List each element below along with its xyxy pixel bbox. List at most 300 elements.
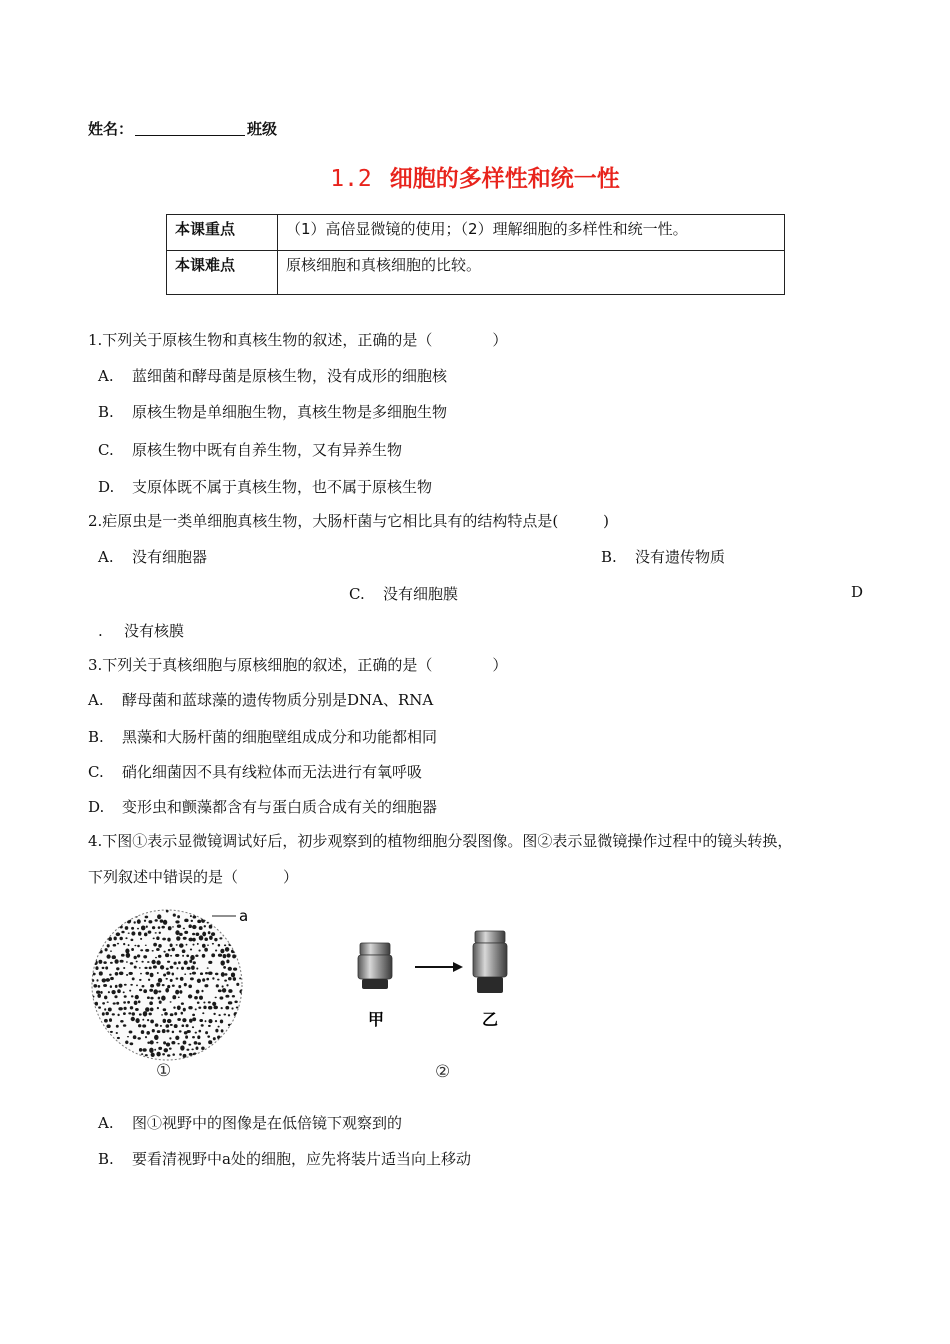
cell-dot xyxy=(184,983,187,986)
cell-dot xyxy=(158,1047,162,1050)
cell-dot xyxy=(107,944,110,947)
cell-dot xyxy=(93,996,95,998)
cell-dot xyxy=(186,1024,189,1027)
cell-dot xyxy=(180,977,184,981)
cell-dot xyxy=(139,989,142,991)
cell-dot xyxy=(165,1024,169,1028)
cell-dot xyxy=(108,991,110,993)
cell-dot xyxy=(196,1046,199,1049)
cell-dot xyxy=(212,1002,216,1006)
cell-dot xyxy=(239,989,243,993)
cell-dot xyxy=(134,1001,138,1005)
cell-dot xyxy=(151,960,155,964)
cell-dot xyxy=(155,957,157,958)
q2-option-b[interactable]: B. 没有遗传物质 xyxy=(601,548,726,566)
cell-dot xyxy=(102,978,107,982)
cell-dot xyxy=(137,954,140,957)
cell-dot xyxy=(148,1012,151,1015)
cell-dot xyxy=(149,1048,154,1053)
cell-dot xyxy=(226,959,229,963)
cell-dot xyxy=(148,930,152,933)
cell-dot xyxy=(178,985,181,988)
cell-dot xyxy=(231,1007,233,1009)
cell-dot xyxy=(167,938,170,942)
cell-dot xyxy=(177,1043,179,1045)
cell-dot xyxy=(205,972,208,974)
cell-dot xyxy=(197,1001,200,1003)
cell-dot xyxy=(217,1036,221,1040)
cell-dot xyxy=(126,953,130,958)
cell-dot xyxy=(184,919,188,923)
cell-dot xyxy=(117,989,121,993)
cell-dot xyxy=(158,944,162,948)
cell-dot xyxy=(192,933,195,936)
cell-dot xyxy=(128,932,130,933)
cell-dot xyxy=(131,995,134,997)
cell-dot xyxy=(190,915,192,917)
cell-dot xyxy=(181,967,184,970)
cell-dot xyxy=(194,996,198,999)
q1-option-d[interactable]: D. 支原体既不属于真核生物，也不属于原核生物 xyxy=(98,478,433,496)
microscope-field-figure xyxy=(86,900,276,1090)
cell-dot xyxy=(190,977,194,980)
cell-dot xyxy=(154,1035,159,1040)
cell-dot xyxy=(173,913,176,916)
cell-dot xyxy=(207,1035,210,1037)
cell-dot xyxy=(226,984,228,986)
cell-dot xyxy=(153,965,157,968)
cell-dot xyxy=(208,1019,212,1023)
cell-dot xyxy=(120,960,124,963)
cell-dot xyxy=(172,926,174,927)
cell-dot xyxy=(104,1008,106,1010)
cell-dot xyxy=(220,949,224,954)
cell-dot xyxy=(171,1041,175,1044)
cell-dot xyxy=(110,977,114,980)
cell-dot xyxy=(109,1018,112,1022)
cell-dot xyxy=(136,961,138,963)
cell-dot xyxy=(137,945,140,947)
cell-dot xyxy=(156,960,160,965)
cell-dot xyxy=(126,961,128,963)
cell-dot xyxy=(139,1013,142,1015)
cell-dot xyxy=(108,1008,112,1012)
cell-dot xyxy=(207,967,209,968)
cell-dot xyxy=(105,1012,108,1016)
class-label: 班级 xyxy=(247,120,278,138)
cell-dot xyxy=(166,1042,170,1046)
table-row xyxy=(167,215,785,251)
cell-dot xyxy=(132,1012,135,1015)
cell-dot xyxy=(118,1007,123,1010)
cell-dot xyxy=(228,1001,233,1004)
cell-dot xyxy=(199,1019,203,1022)
cell-dot xyxy=(161,996,166,1001)
cell-dot xyxy=(163,973,166,976)
cell-dot xyxy=(129,972,133,975)
cell-dot xyxy=(116,1025,119,1028)
cell-dot xyxy=(218,1026,220,1028)
cell-dot xyxy=(157,1007,159,1009)
cell-dot xyxy=(130,939,133,942)
cell-dot xyxy=(127,1036,129,1037)
cell-dot xyxy=(147,996,150,999)
cell-dot xyxy=(189,1019,192,1023)
cell-dot xyxy=(149,1001,153,1005)
cell-dot xyxy=(208,1040,212,1044)
lens-label-jia: 甲 xyxy=(368,1010,385,1029)
cell-dot xyxy=(196,968,198,970)
q3-option-a[interactable]: A. 酵母菌和蓝球藻的遗传物质分别是DNA、RNA xyxy=(88,691,434,709)
cell-dot xyxy=(193,944,195,946)
cell-dot xyxy=(153,938,155,940)
cell-dot xyxy=(187,967,191,970)
cell-dot xyxy=(160,1025,162,1027)
cell-dot xyxy=(142,1024,146,1027)
cell-dot xyxy=(213,1006,218,1010)
cell-dot xyxy=(215,997,217,999)
cell-dot xyxy=(157,1030,161,1033)
cell-dot xyxy=(162,1053,165,1055)
cell-dot xyxy=(123,1001,126,1003)
cell-dot xyxy=(106,978,111,982)
cell-dot xyxy=(198,1042,201,1045)
cell-dot xyxy=(213,1037,216,1040)
cell-dot xyxy=(183,1008,186,1012)
cell-dot xyxy=(225,973,228,976)
cell-dot xyxy=(185,1035,188,1038)
cell-dot xyxy=(98,1006,101,1008)
cell-dot xyxy=(166,978,168,980)
cell-dot xyxy=(103,961,106,964)
cell-dot xyxy=(120,1020,124,1023)
cell-dot xyxy=(189,1053,193,1056)
cell-dot xyxy=(145,945,147,946)
q1-option-b[interactable]: B. 原核生物是单细胞生物，真核生物是多细胞生物 xyxy=(98,403,448,421)
cell-dot xyxy=(153,943,157,947)
cell-dot xyxy=(201,1046,205,1050)
q2-option-c[interactable]: C. 没有细胞膜 xyxy=(349,585,459,603)
cell-dot xyxy=(163,920,167,925)
cell-dot xyxy=(191,966,195,970)
cell-dot xyxy=(141,1030,144,1034)
cell-dot xyxy=(227,953,231,957)
cell-dot xyxy=(179,933,183,936)
cell-dot xyxy=(114,936,117,940)
cell-dot xyxy=(170,955,172,957)
cell-dot xyxy=(236,1006,239,1008)
cell-dot xyxy=(177,1006,181,1011)
cell-dot xyxy=(167,985,170,989)
cell-dot xyxy=(171,948,175,952)
cell-dot xyxy=(175,920,179,923)
cell-dot xyxy=(149,967,152,970)
cell-dot xyxy=(174,1024,178,1028)
cell-dot xyxy=(208,971,213,974)
cell-dot xyxy=(130,1042,134,1045)
cell-dot xyxy=(218,954,222,957)
cell-dot xyxy=(97,994,101,998)
cell-dot xyxy=(170,979,173,982)
cell-dot xyxy=(209,925,213,929)
cell-dot xyxy=(187,1030,191,1033)
cell-dot xyxy=(225,947,229,952)
name-label: 姓名： xyxy=(88,120,134,138)
cell-dot xyxy=(233,977,236,981)
cell-dot xyxy=(140,973,142,975)
cell-dot xyxy=(129,990,131,992)
cell-dot xyxy=(192,1026,194,1028)
cell-dot xyxy=(150,973,154,977)
cell-dot xyxy=(140,949,143,951)
cell-dot xyxy=(157,914,161,919)
cell-dot xyxy=(211,953,215,957)
cell-dot xyxy=(192,925,196,929)
cell-dot xyxy=(161,926,164,929)
cell-dot xyxy=(218,1014,220,1016)
cell-dot xyxy=(177,967,179,969)
cell-dot xyxy=(233,967,237,970)
cell-dot xyxy=(147,1019,149,1021)
cell-dot xyxy=(186,1049,189,1051)
cell-dot xyxy=(128,1012,131,1014)
cell-dot xyxy=(224,944,226,946)
cell-dot xyxy=(138,932,142,936)
cell-dot xyxy=(196,932,200,936)
cell-dot xyxy=(170,1024,173,1026)
cell-dot xyxy=(195,955,198,958)
cell-dot xyxy=(162,984,165,986)
cell-dot xyxy=(148,920,152,923)
cell-dot xyxy=(131,1017,135,1021)
cell-dot xyxy=(156,983,160,987)
cell-dot xyxy=(121,954,125,957)
cell-dot xyxy=(110,962,113,964)
cell-dot xyxy=(93,960,97,965)
cell-dot xyxy=(182,1018,186,1022)
cell-dot xyxy=(197,979,201,983)
cell-dot xyxy=(160,919,164,922)
cell-dot xyxy=(150,984,154,988)
q2-option-d-letter[interactable]: D xyxy=(851,583,864,601)
cell-dot xyxy=(121,931,124,934)
cell-dot xyxy=(192,938,196,942)
cell-dot xyxy=(166,968,169,970)
cell-dot xyxy=(184,961,188,965)
cell-dot xyxy=(143,989,147,993)
cell-dot xyxy=(215,1020,217,1022)
cell-dot xyxy=(96,979,98,982)
q3-option-c[interactable]: C. 硝化细菌因不具有线粒体而无法进行有氧呼吸 xyxy=(88,763,423,781)
cell-dot xyxy=(170,1013,174,1016)
cell-dot xyxy=(120,937,123,940)
cell-dot xyxy=(232,954,236,958)
cell-dot xyxy=(221,1029,224,1032)
q3-option-d[interactable]: D. 变形虫和颤藻都含有与蛋白质合成有关的细胞器 xyxy=(88,798,438,816)
cell-dot xyxy=(201,1024,204,1027)
cell-dot xyxy=(189,973,191,975)
cell-dot xyxy=(183,928,185,930)
cell-dot xyxy=(141,1053,143,1055)
cell-dot xyxy=(204,925,206,927)
cell-dot xyxy=(170,1001,172,1002)
cell-dot xyxy=(118,984,122,988)
q4-option-b[interactable]: B. 要看清视野中a处的细胞，应先将装片适当向上移动 xyxy=(98,1150,471,1168)
cell-dot xyxy=(197,1035,200,1039)
cell-dot xyxy=(215,950,217,952)
cell-dot xyxy=(96,991,100,994)
cell-dot xyxy=(189,959,192,962)
cell-dot xyxy=(181,1012,184,1015)
cell-dot xyxy=(231,950,235,953)
cell-dot xyxy=(128,944,130,946)
cell-dot xyxy=(102,1012,105,1015)
cell-dot xyxy=(158,955,162,958)
cell-dot xyxy=(127,918,132,923)
cell-dot xyxy=(175,990,179,995)
cell-dot xyxy=(107,954,111,958)
objective-lens-yi xyxy=(473,931,507,993)
cell-dot xyxy=(163,951,165,953)
cell-dot xyxy=(168,926,172,930)
cell-dot xyxy=(184,973,186,975)
cell-dot xyxy=(144,932,147,936)
cell-dot xyxy=(116,1032,118,1034)
cell-dot xyxy=(223,1013,226,1015)
cell-dot xyxy=(164,1012,168,1016)
cell-dot xyxy=(115,972,119,976)
cell-dot xyxy=(142,1019,144,1021)
cell-dot xyxy=(165,988,169,993)
cell-dot xyxy=(228,989,232,993)
cell-dot xyxy=(98,985,101,988)
cell-dot xyxy=(163,1008,167,1011)
cell-dot xyxy=(173,1006,175,1009)
cell-dot xyxy=(158,926,161,929)
cell-dot xyxy=(190,949,192,951)
cell-dot xyxy=(175,1036,179,1040)
cell-dot xyxy=(150,1008,154,1012)
cell-dot xyxy=(188,984,192,988)
cell-dot xyxy=(100,991,102,994)
cell-dot xyxy=(150,997,153,1000)
cell-dot xyxy=(113,1002,116,1004)
cell-dot xyxy=(145,1007,149,1011)
cell-dot xyxy=(136,985,138,987)
cell-dot xyxy=(219,937,222,939)
key-points-table xyxy=(166,214,785,295)
cell-dot xyxy=(123,1007,126,1010)
cell-dot xyxy=(158,990,161,992)
q2-option-a[interactable]: A. 没有细胞器 xyxy=(98,548,208,566)
cell-dot xyxy=(239,977,241,979)
cell-dot xyxy=(192,1017,196,1021)
q1-option-c[interactable]: C. 原核生物中既有自养生物，又有异养生物 xyxy=(98,441,403,459)
q3-option-b[interactable]: B. 黑藻和大肠杆菌的细胞壁组成成分和功能都相同 xyxy=(88,728,438,746)
cell-dot xyxy=(216,984,219,987)
cell-dot xyxy=(155,1023,159,1027)
cell-dot xyxy=(177,925,181,928)
cell-dot xyxy=(179,1053,182,1055)
cell-dot xyxy=(178,961,181,964)
cell-dot xyxy=(146,925,148,927)
cell-dot xyxy=(110,1031,113,1033)
cell-dot xyxy=(151,1053,155,1057)
cell-dot xyxy=(116,967,119,970)
cell-dot xyxy=(134,945,136,947)
cell-dot xyxy=(195,1008,197,1010)
cell-dot xyxy=(193,1053,197,1057)
cell-dot xyxy=(137,1037,140,1040)
cell-dot xyxy=(155,919,158,922)
key-point-label: 本课重点 xyxy=(167,215,278,251)
cell-dot xyxy=(199,926,203,930)
cell-dot xyxy=(170,966,174,969)
cell-dot xyxy=(147,1042,150,1044)
q4-option-a[interactable]: A. 图①视野中的图像是在低倍镜下观察到的 xyxy=(98,1114,403,1132)
cell-dot xyxy=(145,972,149,975)
cell-dot xyxy=(98,960,102,964)
cell-dot xyxy=(117,943,119,945)
cell-dot xyxy=(114,959,118,963)
cell-dot xyxy=(156,1052,160,1057)
cell-dot xyxy=(188,994,192,998)
name-blank[interactable] xyxy=(135,121,245,136)
cell-dot xyxy=(204,937,208,941)
q1-option-a[interactable]: A. 蓝细菌和酵母菌是原核生物，没有成形的细胞核 xyxy=(98,367,448,385)
cell-dot xyxy=(153,989,158,994)
cell-dot xyxy=(208,1001,211,1003)
cell-dot xyxy=(179,990,182,994)
cell-dot xyxy=(208,931,211,934)
name-class-row xyxy=(88,118,277,139)
cell-dot xyxy=(115,985,118,988)
cell-dot xyxy=(142,1048,146,1052)
cell-dot xyxy=(110,950,112,952)
cell-dot xyxy=(192,1014,195,1017)
cell-dot xyxy=(117,1014,119,1017)
cell-dot xyxy=(172,985,175,987)
cell-dot xyxy=(232,995,235,998)
cell-dot xyxy=(102,1002,105,1004)
cell-dot xyxy=(225,995,229,998)
q2-option-d[interactable]: . 没有核膜 xyxy=(98,622,185,640)
cell-dot xyxy=(202,932,206,937)
cell-dot xyxy=(172,973,175,976)
cell-dot xyxy=(179,943,184,947)
cell-dot xyxy=(220,960,224,965)
cell-dot xyxy=(197,920,201,924)
cell-dot xyxy=(228,967,232,971)
cell-dot xyxy=(224,980,227,982)
cell-dot xyxy=(135,995,139,999)
cell-dot xyxy=(145,1054,148,1056)
cell-dot xyxy=(119,972,123,976)
cell-dot xyxy=(125,949,129,954)
cell-dot xyxy=(194,1041,198,1045)
cell-dot xyxy=(213,1013,215,1015)
cell-dot xyxy=(141,925,145,930)
cell-dot xyxy=(183,937,187,940)
lesson-title xyxy=(0,160,950,193)
cell-dot xyxy=(208,961,212,964)
cell-dot xyxy=(166,971,170,975)
cell-dot xyxy=(205,1031,208,1034)
cell-dot xyxy=(135,1008,139,1011)
cell-dot xyxy=(150,1019,154,1023)
cell-dot xyxy=(182,955,184,957)
cell-dot xyxy=(181,1024,184,1027)
